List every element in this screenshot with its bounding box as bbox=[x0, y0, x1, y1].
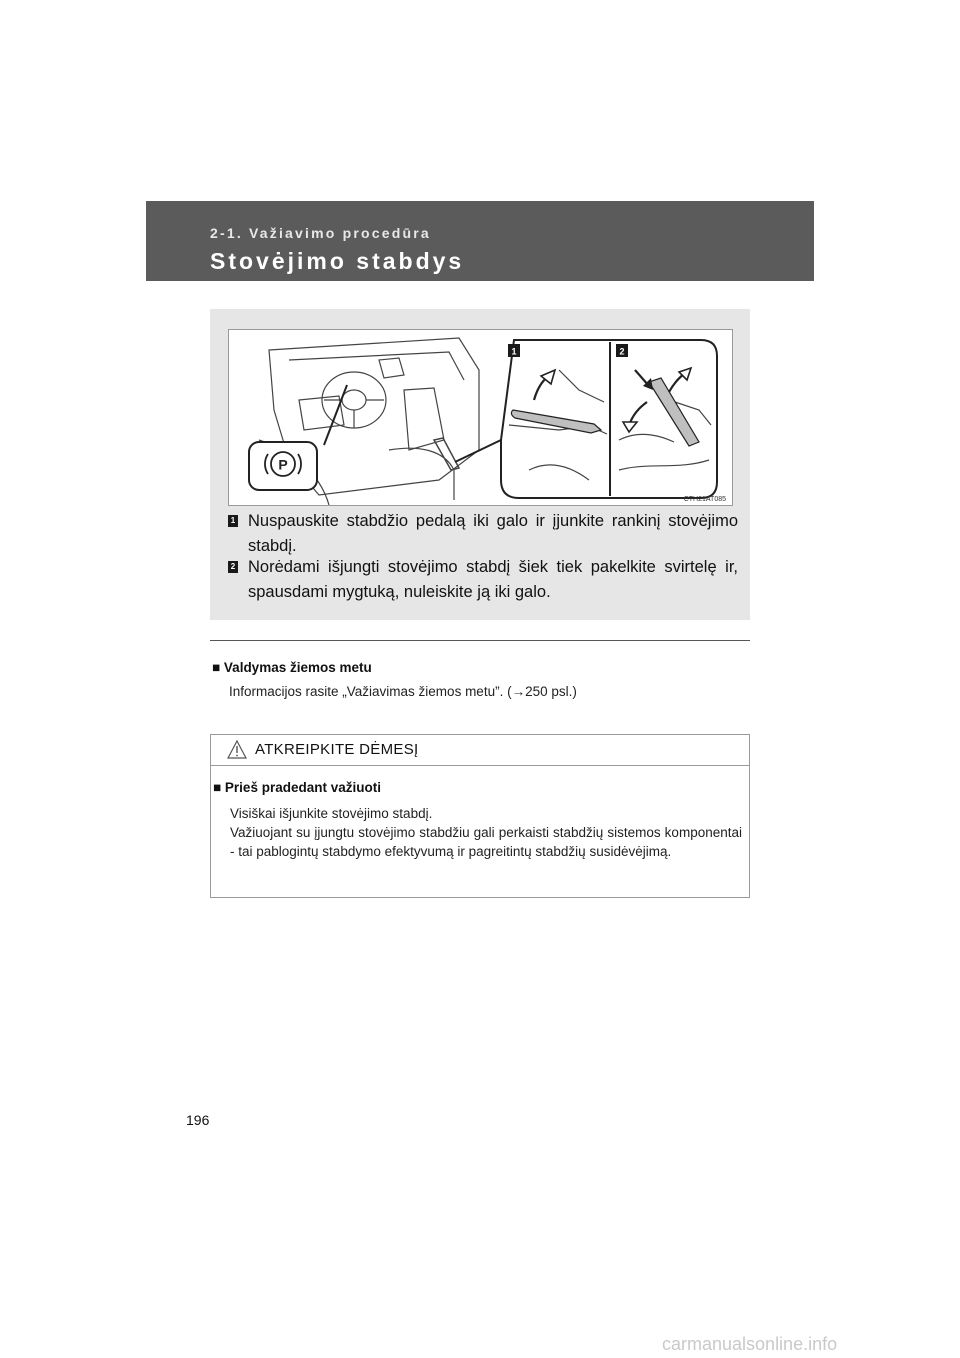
section-header bbox=[146, 201, 814, 281]
callout-2-label: 2 bbox=[619, 346, 625, 357]
page-number: 196 bbox=[186, 1112, 210, 1128]
caution-title: ATKREIPKITE DĖMESĮ bbox=[255, 741, 419, 758]
watermark: carmanualsonline.info bbox=[662, 1334, 838, 1354]
warning-icon bbox=[227, 740, 247, 759]
parking-brake-illustration bbox=[228, 329, 733, 506]
step-2-marker: 2 bbox=[228, 561, 238, 573]
caution-line-2: Važiuojant su įjungtu stovėjimo stabdžiu gali perkaisti stabdžių sistemos komponentai - tai pablogintų stabdymo efektyvumą ir pagreitintų stabdžių susidėvėjimą. bbox=[230, 825, 742, 859]
callout-1-label: 1 bbox=[511, 346, 517, 357]
caution-line-1: Visiškai išjunkite stovėjimo stabdį. bbox=[230, 806, 433, 821]
svg-text:P: P bbox=[278, 456, 288, 473]
caution-bullet: ■ bbox=[213, 780, 222, 795]
note-title bbox=[212, 660, 372, 675]
note-bullet: ■ bbox=[212, 660, 221, 675]
step-1 bbox=[228, 509, 738, 559]
caution-header bbox=[211, 735, 749, 766]
caution-body bbox=[230, 804, 742, 861]
section-label: 2-1. Važiavimo procedūra bbox=[210, 225, 431, 241]
caution-box bbox=[210, 734, 750, 898]
step-1-text: Nuspauskite stabdžio pedalą iki galo ir įjunkite rankinį stovėjimo stabdį. bbox=[248, 512, 738, 555]
step-2-text: Norėdami išjungti stovėjimo stabdį šiek tiek pakelkite svirtelę ir, spausdami mygtuką, nuleiskite ją iki galo. bbox=[248, 558, 738, 601]
step-2 bbox=[228, 555, 738, 605]
section-divider bbox=[210, 640, 750, 641]
step-1-marker: 1 bbox=[228, 515, 238, 527]
page-title: Stovėjimo stabdys bbox=[210, 248, 465, 274]
caution-subtitle bbox=[213, 780, 381, 795]
caution-subtitle-text: Prieš pradedant važiuoti bbox=[224, 780, 381, 795]
dashboard-drawing bbox=[229, 330, 732, 505]
figure-panel bbox=[210, 309, 750, 620]
image-code: CTH21AT085 bbox=[683, 496, 726, 503]
note-title-text: Valdymas žiemos metu bbox=[223, 660, 372, 675]
note-text: Informacijos rasite „Važiavimas žiemos metu”. (→250 psl.) bbox=[229, 684, 577, 699]
